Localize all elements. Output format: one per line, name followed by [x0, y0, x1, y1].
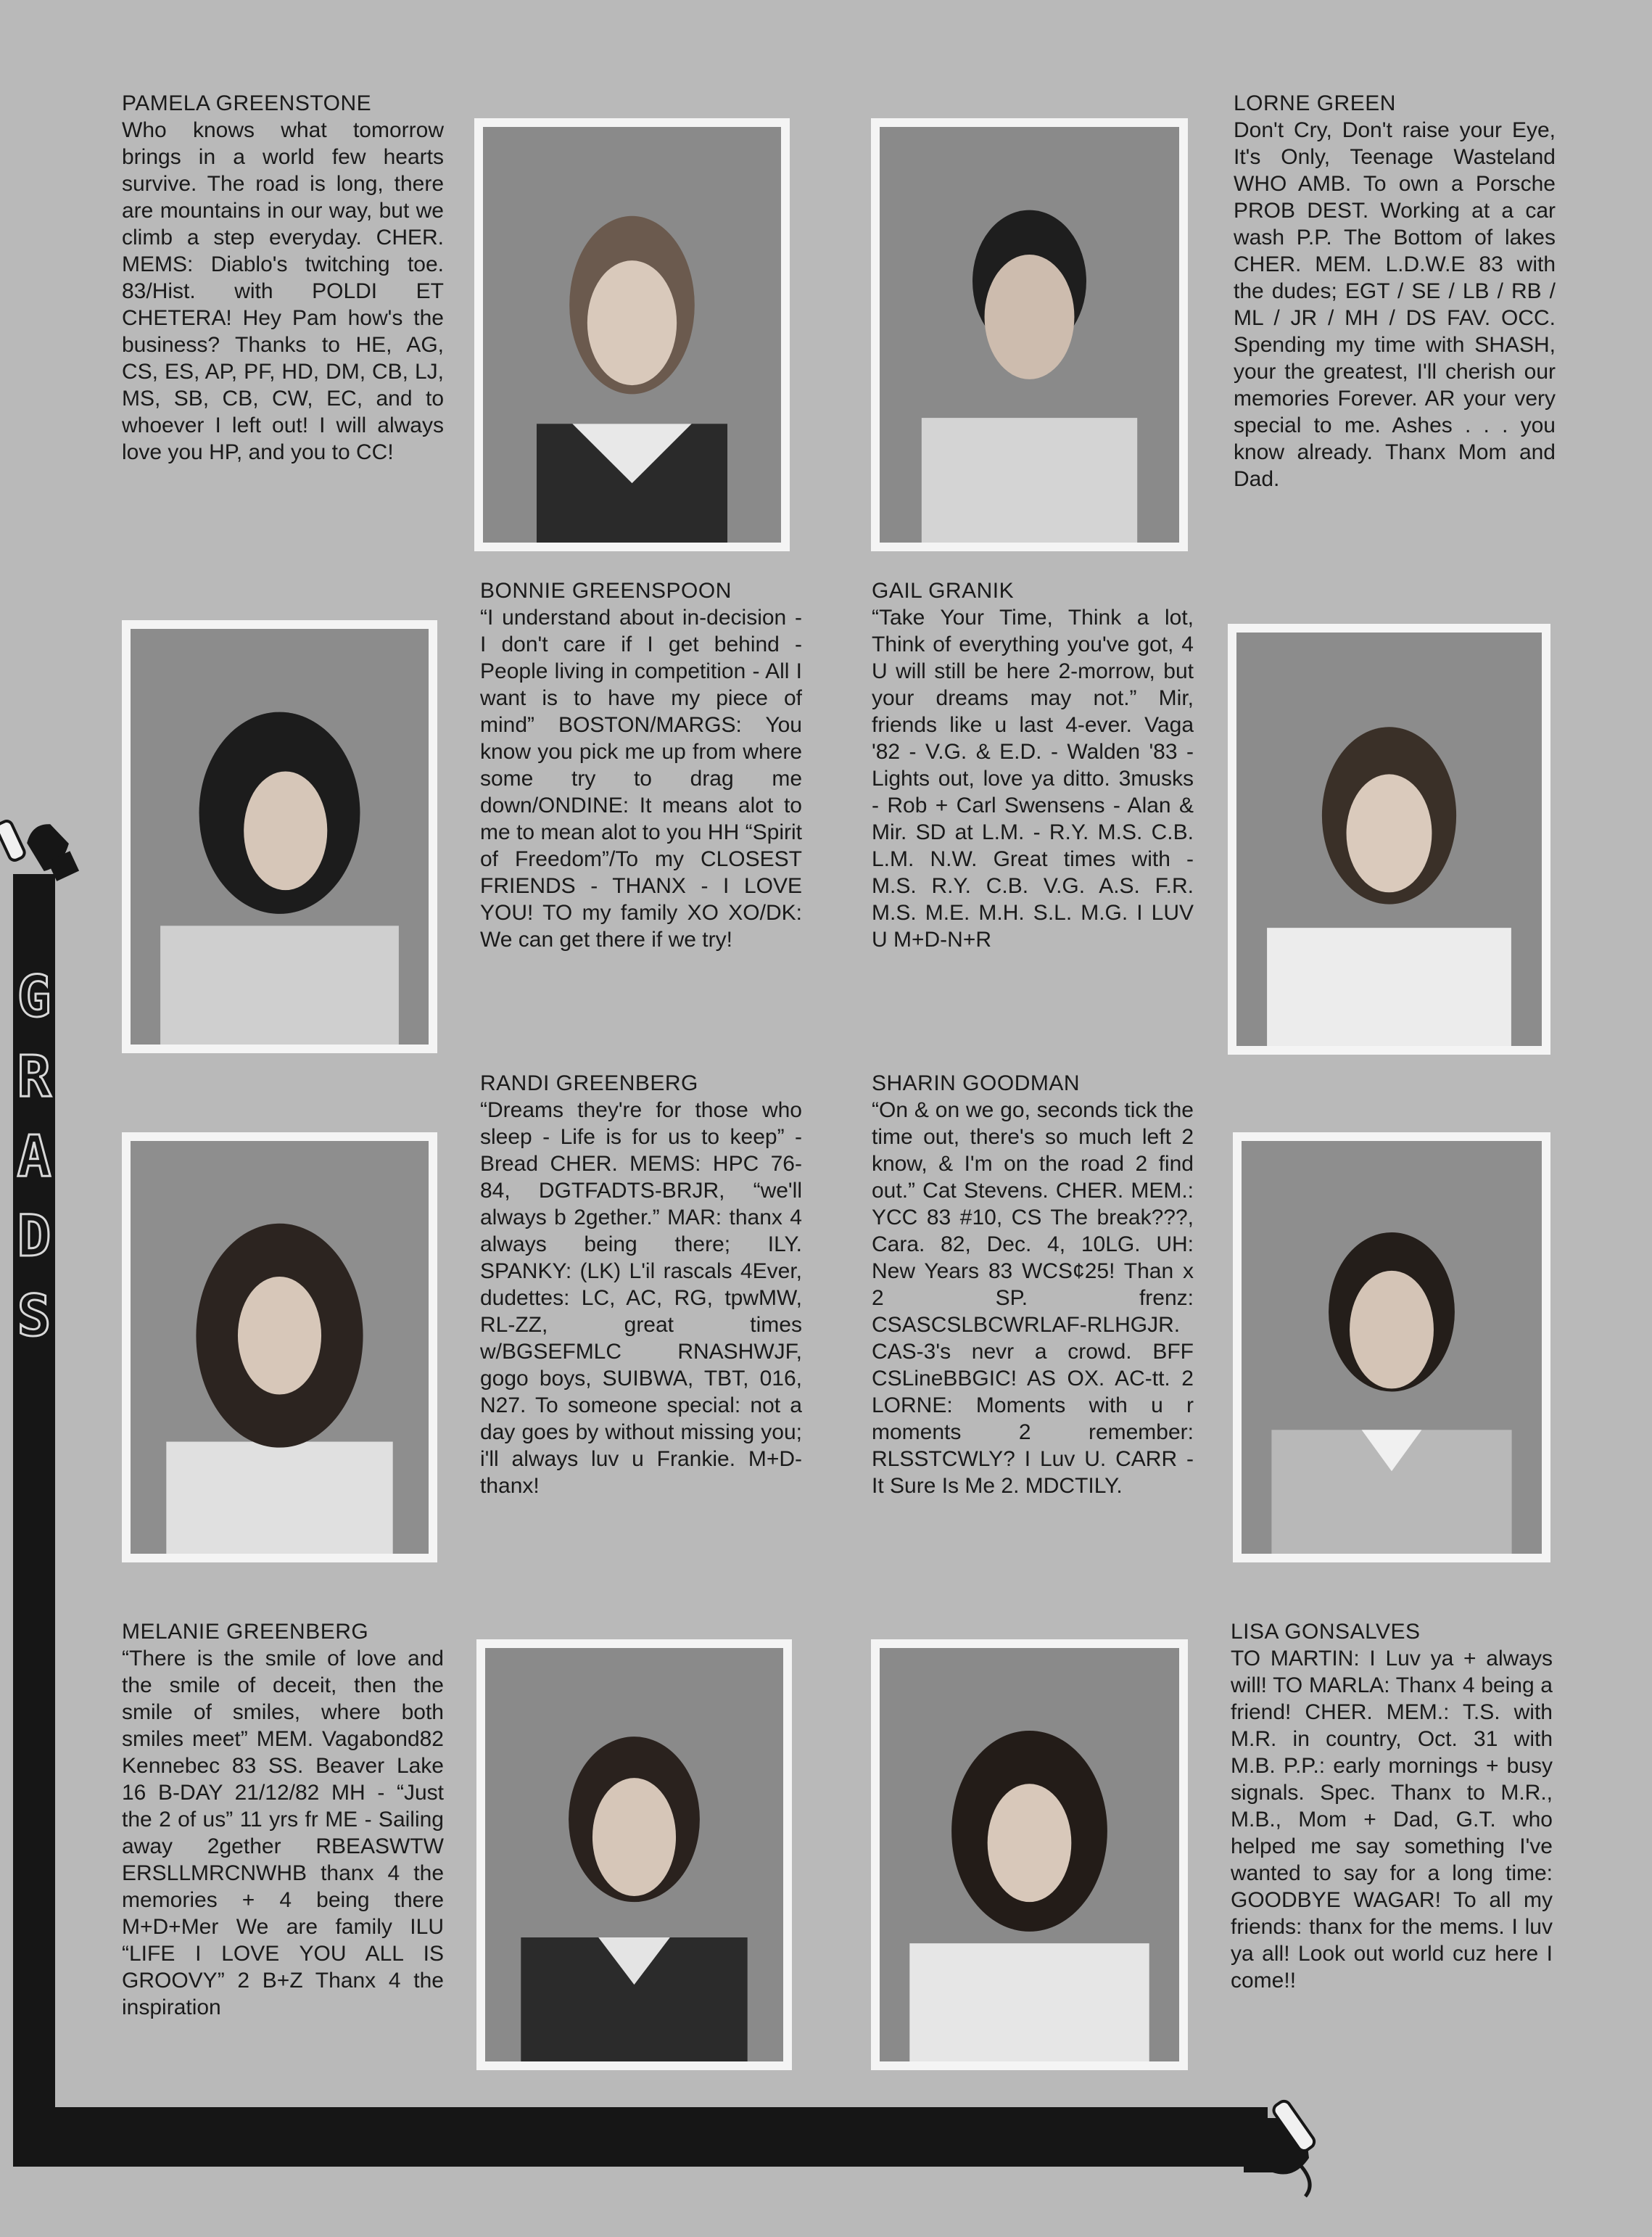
portrait-photo	[122, 620, 437, 1053]
grads-letter: R	[17, 1045, 51, 1110]
portrait-photo	[871, 1639, 1188, 2070]
entry-sharin-goodman	[872, 1070, 1194, 1499]
portrait-image	[880, 1648, 1179, 2061]
student-name: RANDI GREENBERG	[480, 1071, 698, 1095]
hand-diploma-icon	[0, 802, 80, 889]
portrait-photo	[871, 118, 1188, 551]
student-bio: “I understand about in-decision - I don't care if I get behind - People living in competition - All I want is to have my piece of mind” BOSTON/MARGS: You know you pick me up from where some try to drag me down/ONDINE: It means alot to me to mean alot to you HH “Spirit of Freedom”/To my CLOSEST FRIENDS - THANX - I LOVE YOU! TO my family XO XO/DK: We can get there if we try!	[480, 606, 802, 952]
student-bio: “Dreams they're for those who sleep - Life is for us to keep” - Bread CHER. MEMS: HPC 76-84, DGTFADTS-BRJR, “we'll always b 2gether.” MAR: thanx 4 always being there; ILY. SPANKY: (LK) L'il rascals 4Ever, dudettes: LC, AC, RG, tpwMW, RL-ZZ, great times w/BGSEFMLC RNASHWJF, gogo boys, SUIBWA, TBT, 016, N27. To someone special: not a day goes by without missing you; i'll always luv u Frankie. M+D-thanx!	[480, 1098, 802, 1498]
entry-lisa-gonsalves	[1231, 1618, 1553, 1994]
student-name: MELANIE GREENBERG	[122, 1620, 369, 1644]
student-bio: “Take Your Time, Think a lot, Think of everything you've got, 4 U will still be here 2-morrow, but your dreams may not.” Mir, friends like u last 4-ever. Vaga '82 - V.G. & E.D. - Walden '83 - Lights out, love ya ditto. 3musks - Rob + Carl Swensens - Alan & Mir. SD at L.M. - R.Y. M.S. C.B. L.M. N.W. Great times with - M.S. R.Y. C.B. V.G. A.S. F.R. M.S. M.E. M.H. S.L. M.G. I LUV U M+D-N+R	[872, 606, 1194, 952]
portrait-image	[880, 127, 1179, 543]
bottom-bar	[13, 2107, 1268, 2167]
student-bio: “There is the smile of love and the smile of deceit, then the smile of smiles, where both smiles meet” MEM. Vagabond82 Kennebec 83 SS. Beaver Lake 16 B-DAY 21/12/82 MH - “Just the 2 of us” 11 yrs fr ME - Sailing away 2gether RBEASWTW ERSLLMRCNWHB thanx 4 the memories + 4 being there M+D+Mer We are family ILU “LIFE I LOVE YOU ALL IS GROOVY” 2 B+Z Thanx 4 the inspiration	[122, 1647, 444, 2019]
grads-letter: G	[17, 965, 51, 1030]
portrait-photo	[1233, 1132, 1550, 1562]
grads-letter: S	[17, 1284, 51, 1349]
portrait-image	[131, 629, 429, 1045]
grads-letter: D	[17, 1204, 51, 1269]
student-name: LISA GONSALVES	[1231, 1620, 1421, 1644]
student-name: PAMELA GREENSTONE	[122, 91, 372, 115]
grads-letter: A	[17, 1124, 51, 1190]
student-name: BONNIE GREENSPOON	[480, 579, 732, 603]
portrait-image	[483, 127, 781, 543]
entry-randi-greenberg	[480, 1070, 802, 1499]
portrait-photo	[476, 1639, 792, 2070]
portrait-image	[485, 1648, 783, 2061]
entry-bonnie-greenspoon	[480, 577, 802, 953]
student-name: GAIL GRANIK	[872, 579, 1015, 603]
portrait-photo	[1228, 624, 1550, 1055]
portrait-image	[1242, 1141, 1542, 1554]
portrait-photo	[122, 1132, 437, 1562]
entry-melanie-greenberg	[122, 1618, 444, 2021]
student-name: SHARIN GOODMAN	[872, 1071, 1081, 1095]
portrait-image	[131, 1141, 429, 1554]
student-bio: Don't Cry, Don't raise your Eye, It's Only, Teenage Wasteland WHO AMB. To own a Porsche PROB DEST. Working at a car wash P.P. The Bottom of lakes CHER. MEM. L.D.W.E 83 with the dudes; EGT / SE / LB / RB / ML / JR / MH / DS FAV. OCC. Spending my time with SHASH, your the greatest, I'll cherish our memories Forever. AR your very special to me. Ashes . . . you know already. Thanx Mom and Dad.	[1234, 118, 1556, 491]
student-bio: “On & on we go, seconds tick the time out, there's so much left 2 know, & I'm on the road 2 find out.” Cat Stevens. CHER. MEM.: YCC 83 #10, CS The break???, Cara. 82, Dec. 4, 10LG. UH: New Years 83 WCS¢25! Than x 2 SP. frenz: CSASCSLBCWRLAF-RLHGJR. CAS-3's nevr a crowd. BFF CSLineBBGIC! AS OX. AC-tt. 2 LORNE: Moments with u r moments 2 remember: RLSSTCWLY? I Luv U. CARR - It Sure Is Me 2. MDCTILY.	[872, 1098, 1194, 1498]
entry-pamela-greenstone	[122, 90, 444, 466]
student-name: LORNE GREEN	[1234, 91, 1396, 115]
student-bio: Who knows what tomorrow brings in a world few hearts survive. The road is long, there are mountains in our way, but we climb a step everyday. CHER. MEMS: Diablo's twitching toe. 83/Hist. with POLDI ET CHETERA! Hey Pam how's the business? Thanks to HE, AG, CS, ES, AP, PF, HD, DM, CB, LJ, MS, SB, CB, CW, EC, and to whoever I left out! I will always love you HP, and you to CC!	[122, 118, 444, 464]
hand-diploma-icon	[1236, 2089, 1338, 2198]
grads-label	[16, 957, 52, 1356]
entry-lorne-green	[1234, 90, 1556, 493]
portrait-image	[1236, 633, 1542, 1046]
entry-gail-granik	[872, 577, 1194, 953]
student-bio: TO MARTIN: I Luv ya + always will! TO MARLA: Thanx 4 being a friend! CHER. MEM.: T.S. with M.R. in country, Oct. 31 with M.B. P.P.: early mornings + busy signals. Spec. Thanx to M.R., M.B., Mom + Dad, G.T. who helped me say something I've wanted to say for a long time: GOODBYE WAGAR! To all my friends: thanx for the mems. I luv ya all! Look out world cuz here I come!!	[1231, 1647, 1553, 1993]
portrait-photo	[474, 118, 790, 551]
